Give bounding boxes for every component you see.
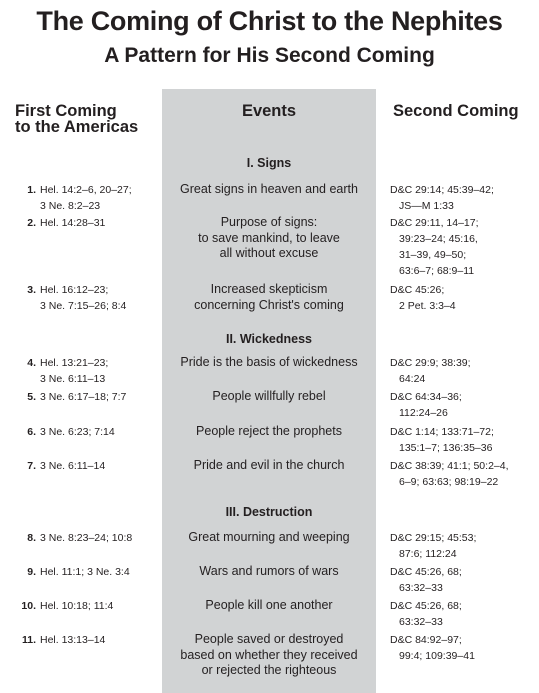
- first-coming-reference-line: 3 Ne. 8:2–23: [40, 200, 101, 212]
- second-coming-reference: [390, 282, 535, 314]
- second-coming-reference-line: 87:6; 112:24: [399, 548, 457, 560]
- second-coming-reference-line: D&C 1:14; 133:71–72;: [390, 426, 494, 438]
- second-coming-reference: [390, 564, 535, 596]
- event-description-line: or rejected the righteous: [201, 663, 337, 677]
- section-heading-wickedness: II. Wickedness: [225, 332, 313, 346]
- row-number: 3.: [27, 284, 36, 296]
- first-coming-reference: [0, 564, 158, 580]
- event-description-line: Wars and rumors of wars: [199, 564, 339, 578]
- event-description-line: Pride is the basis of wickedness: [180, 355, 358, 369]
- second-coming-reference-line: 99:4; 109:39–41: [399, 650, 475, 662]
- event-description-line: People willfully rebel: [212, 389, 326, 403]
- event-description: [162, 282, 376, 313]
- row-number: 5.: [27, 391, 36, 403]
- second-coming-reference-line: D&C 45:26, 68;: [390, 566, 462, 578]
- event-description: [162, 564, 376, 580]
- event-description: [162, 598, 376, 614]
- first-coming-reference-text: 3 Ne. 6:17–18; 7:7: [40, 391, 127, 403]
- first-coming-reference-text: Hel. 16:12–23;: [40, 284, 109, 296]
- first-coming-reference: [0, 632, 158, 648]
- event-description: [162, 182, 376, 198]
- first-coming-reference-text: Hel. 11:1; 3 Ne. 3:4: [40, 566, 130, 578]
- first-coming-reference-line: [0, 355, 158, 371]
- second-coming-reference-line: D&C 45:26, 68;: [390, 600, 462, 612]
- event-description-line: Pride and evil in the church: [193, 458, 345, 472]
- second-coming-reference: [390, 424, 535, 456]
- first-coming-reference-line: [0, 530, 158, 546]
- row-number: 7.: [27, 460, 36, 472]
- event-description-line: People kill one another: [205, 598, 333, 612]
- second-coming-reference-line: D&C 64:34–36;: [390, 391, 462, 403]
- second-coming-reference: [390, 458, 535, 490]
- row-number: 8.: [27, 532, 36, 544]
- second-coming-reference: [390, 632, 535, 664]
- event-description: [162, 458, 376, 474]
- second-coming-reference-line: 39:23–24; 45:16,: [399, 233, 478, 245]
- header-first-coming: [15, 103, 155, 135]
- first-coming-reference-text: Hel. 10:18; 11:4: [40, 600, 114, 612]
- first-coming-reference-text: Hel. 14:2–6, 20–27;: [40, 184, 132, 196]
- first-coming-reference: [0, 598, 158, 614]
- header-first-coming-line2: to the Americas: [15, 118, 139, 136]
- first-coming-reference-text: 3 Ne. 6:11–14: [40, 460, 106, 472]
- second-coming-reference-line: D&C 29:9; 38:39;: [390, 357, 471, 369]
- row-number: 2.: [27, 217, 36, 229]
- section-heading-destruction: III. Destruction: [225, 505, 313, 519]
- second-coming-reference: [390, 389, 535, 421]
- second-coming-reference: [390, 598, 535, 630]
- first-coming-reference-text: Hel. 14:28–31: [40, 217, 106, 229]
- event-description-line: concerning Christ's coming: [194, 297, 344, 312]
- event-description: [162, 530, 376, 546]
- second-coming-reference-line: 63:6–7; 68:9–11: [399, 265, 475, 277]
- second-coming-reference: [390, 215, 535, 279]
- row-number: 4.: [27, 357, 36, 369]
- first-coming-reference-line: [0, 458, 158, 474]
- second-coming-reference-line: D&C 45:26;: [390, 284, 445, 296]
- first-coming-reference-line: [0, 282, 158, 298]
- second-coming-reference-line: 135:1–7; 136:35–36: [399, 442, 493, 454]
- first-coming-reference-text: 3 Ne. 8:23–24; 10:8: [40, 532, 133, 544]
- event-description-line: Purpose of signs:: [220, 215, 318, 229]
- first-coming-reference: [0, 215, 158, 231]
- row-number: 9.: [27, 566, 36, 578]
- second-coming-reference: [390, 530, 535, 562]
- second-coming-reference-line: D&C 84:92–97;: [390, 634, 462, 646]
- event-description: [162, 215, 376, 262]
- section-heading-signs: I. Signs: [246, 156, 292, 170]
- row-number: 10.: [21, 600, 36, 612]
- event-description-line: all without excuse: [219, 246, 319, 260]
- second-coming-reference-line: D&C 29:11, 14–17;: [390, 217, 479, 229]
- first-coming-reference-line: 3 Ne. 6:11–13: [40, 373, 106, 385]
- second-coming-reference-line: D&C 29:15; 45:53;: [390, 532, 477, 544]
- event-description: [162, 355, 376, 371]
- event-description-line: to save mankind, to leave: [198, 230, 340, 245]
- first-coming-reference-text: Hel. 13:21–23;: [40, 357, 109, 369]
- first-coming-reference-line: [0, 182, 158, 198]
- first-coming-reference-line: [0, 564, 158, 580]
- second-coming-reference-line: 63:32–33: [399, 616, 443, 628]
- event-description-line: based on whether they received: [180, 647, 358, 662]
- row-number: 1.: [27, 184, 36, 196]
- event-description-line: Great signs in heaven and earth: [180, 182, 358, 196]
- first-coming-reference-line: [0, 215, 158, 231]
- event-description-line: Increased skepticism: [210, 282, 328, 296]
- first-coming-reference-line: 3 Ne. 7:15–26; 8:4: [40, 300, 127, 312]
- first-coming-reference-text: Hel. 13:13–14: [40, 634, 106, 646]
- first-coming-reference: [0, 389, 158, 405]
- first-coming-reference: [0, 458, 158, 474]
- header-first-coming-line1: First Coming: [15, 102, 117, 120]
- header-events: Events: [241, 102, 297, 120]
- first-coming-reference: [0, 424, 158, 440]
- first-coming-reference: [0, 282, 158, 314]
- first-coming-reference-line: [0, 632, 158, 648]
- first-coming-reference-line: [0, 598, 158, 614]
- event-description-line: Great mourning and weeping: [188, 530, 350, 544]
- row-number: 6.: [27, 426, 36, 438]
- second-coming-reference-line: JS—M 1:33: [399, 200, 454, 212]
- event-description: [162, 389, 376, 405]
- first-coming-reference-line: [0, 389, 158, 405]
- event-description: [162, 424, 376, 440]
- event-description-line: People saved or destroyed: [194, 632, 344, 646]
- first-coming-reference-text: 3 Ne. 6:23; 7:14: [40, 426, 115, 438]
- first-coming-reference: [0, 530, 158, 546]
- second-coming-reference-line: 112:24–26: [399, 407, 448, 419]
- second-coming-reference-line: D&C 29:14; 45:39–42;: [390, 184, 494, 196]
- header-second-coming: Second Coming: [393, 102, 519, 120]
- page-title: The Coming of Christ to the Nephites: [36, 6, 503, 36]
- second-coming-reference-line: D&C 38:39; 41:1; 50:2–4,: [390, 460, 509, 472]
- second-coming-reference-line: 2 Pet. 3:3–4: [399, 300, 456, 312]
- first-coming-reference: [0, 182, 158, 214]
- second-coming-reference: [390, 355, 535, 387]
- second-coming-reference-line: 63:32–33: [399, 582, 443, 594]
- second-coming-reference-line: 64:24: [399, 373, 426, 385]
- first-coming-reference: [0, 355, 158, 387]
- event-description-line: People reject the prophets: [196, 424, 342, 438]
- event-description: [162, 632, 376, 679]
- row-number: 11.: [21, 634, 36, 646]
- second-coming-reference-line: 31–39, 49–50;: [399, 249, 467, 261]
- first-coming-reference-line: [0, 424, 158, 440]
- second-coming-reference-line: 6–9; 63:63; 98:19–22: [399, 476, 499, 488]
- page-subtitle: A Pattern for His Second Coming: [104, 44, 435, 67]
- second-coming-reference: [390, 182, 535, 214]
